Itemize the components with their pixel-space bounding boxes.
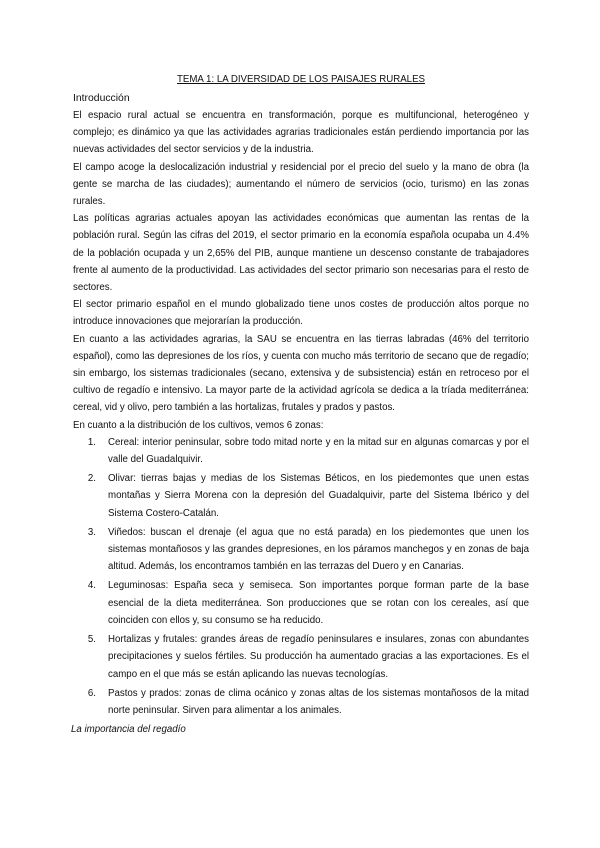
list-item-text: Leguminosas: España seca y semiseca. Son importantes porque forman parte de la base esencial de la dieta mediterránea. Son producciones que se rotan con los cereales, así que coinciden con ellos y, su consumo se ha reducido. <box>108 580 529 626</box>
paragraph: El espacio rural actual se encuentra en transformación, porque es multifuncional, heterogéneo y complejo; es dinámico ya que las actividades agrarias tradicionales están perdiendo importancia por las nuevas actividades del sector servicios y de la industria. <box>73 110 529 156</box>
paragraph: En cuanto a la distribución de los cultivos, vemos 6 zonas: <box>73 419 324 431</box>
paragraph: En cuanto a las actividades agrarias, la SAU se encuentra en las tierras labradas (46% del territorio español), como las depresiones de los ríos, y cuenta con mucho más territorio de secano que de regadío; sin embargo, los sistemas tradicionales (secano, extensiva y de subsistencia) están en retroceso por el cultivo de regadío e intensivo. La mayor parte de la actividad agrícola se dedica a la tríada mediterránea: cereal, vid y olivo, pero también a las hortalizas, frutales y prados y pastos. <box>73 333 529 414</box>
paragraph: Las políticas agrarias actuales apoyan las actividades económicas que aumentan las rentas de la población rural. Según las cifras del 2019, el sector primario en la economía española ocupaba un 4.4% de la población ocupada y un 2,65% del PIB, aunque mantiene un descenso constante de trabajadores frente al aumento de la productividad. Las actividades del sector primario son necesarias para el resto de sectores. <box>73 213 529 294</box>
list-item-number: 4. <box>87 580 96 592</box>
list-item <box>73 434 529 468</box>
list-item-text: Cereal: interior peninsular, sobre todo mitad norte y en la mitad sur en algunas comarcas y por el valle del Guadalquivir. <box>108 436 529 466</box>
list-item <box>73 577 529 629</box>
crop-zones-list <box>73 434 529 719</box>
section-heading-introduccion: Introducción <box>73 93 130 104</box>
section-heading-regadio: La importancia del regadío <box>71 724 186 736</box>
list-item-number: 1. <box>87 436 96 448</box>
document-body <box>73 71 529 738</box>
list-item-text: Pastos y prados: zonas de clima ocánico y zonas altas de los sistemas montañosos de la mitad norte peninsular. Sirven para alimentar a los animales. <box>108 687 529 716</box>
paragraph: El campo acoge la deslocalización industrial y residencial por el precio del suelo y la mano de obra (la gente se marcha de las ciudades); aumentando el número de servicios (ocio, turismo) en las zonas rurales. <box>73 161 529 208</box>
list-item <box>73 685 529 719</box>
list-item-number: 3. <box>87 526 96 538</box>
list-item <box>73 524 529 576</box>
list-item-text: Olivar: tierras bajas y medias de los Sistemas Béticos, en los piedemontes que unen estas montañas y Sierra Morena con la depresión del Guadalquivir, parte del Sistema Ibérico y del Sistema Costero-Catalán. <box>108 473 529 519</box>
list-item-number: 2. <box>87 473 96 485</box>
list-item <box>73 470 529 522</box>
document-title: TEMA 1: LA DIVERSIDAD DE LOS PAISAJES RURALES <box>176 74 425 85</box>
list-item-number: 6. <box>87 687 96 699</box>
paragraph: El sector primario español en el mundo globalizado tiene unos costes de producción altos porque no introduce innovaciones que mejorarían la producción. <box>73 299 529 328</box>
list-item <box>73 631 529 683</box>
list-item-text: Viñedos: buscan el drenaje (el agua que no está parada) en los piedemontes que unen los sistemas montañosos y las grandes depresiones, en los páramos manchegos y en zonas de baja altitud. Además, los encontramos también en las terrazas del Duero y en Canarias. <box>108 526 529 573</box>
list-item-text: Hortalizas y frutales: grandes áreas de regadío peninsulares e insulares, zonas con abundantes precipitaciones y suelos fértiles. Su producción ha aumentado gracias a las exportaciones. Es el campo en el que más se están aplicando las nuevas tecnologías. <box>108 634 529 680</box>
list-item-number: 5. <box>87 634 96 646</box>
